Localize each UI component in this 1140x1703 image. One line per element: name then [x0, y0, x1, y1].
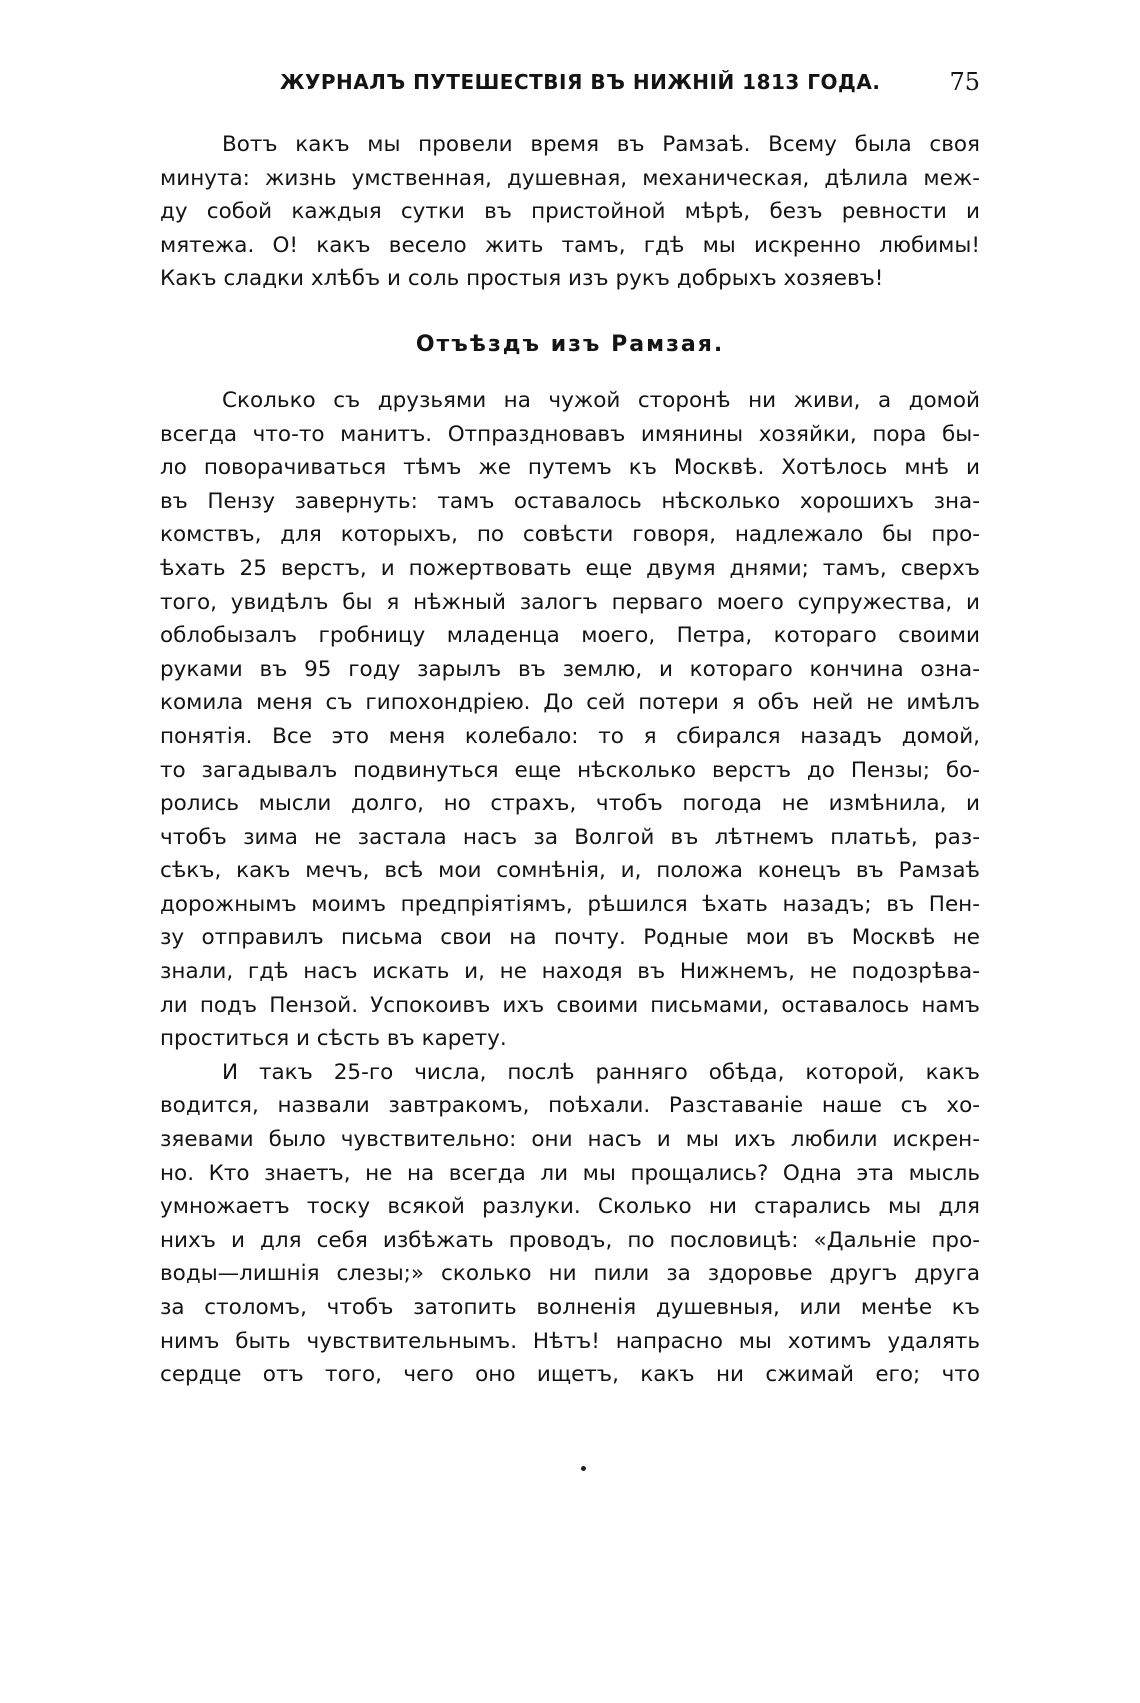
page-number: 75	[949, 68, 980, 96]
text-line: нимъ быть чувствительнымъ. Нѣтъ! напрасно мы хотимъ удалять	[160, 1328, 980, 1354]
text-line: комствъ, для которыхъ, по совѣсти говоря, надлежало бы про-	[160, 522, 980, 548]
text-line: но. Кто знаетъ, не на всегда ли мы прощались? Одна эта мысль	[160, 1160, 980, 1186]
text-line: понятія. Все это меня колебало: то я сбирался назадъ домой,	[160, 723, 980, 749]
text-line: Какъ сладки хлѣбъ и соль простыя изъ рукъ добрыхъ хозяевъ!	[160, 266, 884, 292]
text-line: сѣкъ, какъ мечъ, всѣ мои сомнѣнія, и, положа конецъ въ Рамзаѣ	[160, 858, 980, 884]
text-line: зяевами было чувствительно: они насъ и мы ихъ любили искрен-	[160, 1127, 980, 1153]
text-line: зу отправилъ письма свои на почту. Родные мои въ Москвѣ не	[160, 925, 980, 951]
text-line: чтобъ зима не застала насъ за Волгой въ лѣтнемъ платьѣ, раз-	[160, 824, 980, 850]
text-line: сердце отъ того, чего оно ищетъ, какъ ни сжимай его; что	[160, 1362, 980, 1388]
text-line: мятежа. О! какъ весело жить тамъ, гдѣ мы искренно любимы!	[160, 232, 980, 258]
text-line: облобызалъ гробницу младенца моего, Петра, котораго своими	[160, 623, 980, 649]
text-line: дорожнымъ моимъ предпріятіямъ, рѣшился ѣхать назадъ; въ Пен-	[160, 891, 980, 917]
text-line: въ Пензу завернуть: тамъ оставалось нѣсколько хорошихъ зна-	[160, 488, 980, 514]
text-line: проститься и сѣсть въ карету.	[160, 1026, 507, 1052]
text-line: знали, гдѣ насъ искать и, не находя въ Нижнемъ, не подозрѣва-	[160, 959, 980, 985]
text-line: ду собой каждыя сутки въ пристойной мѣрѣ, безъ ревности и	[160, 199, 980, 225]
text-line: Вотъ какъ мы провели время въ Рамзаѣ. Всему была своя	[222, 132, 980, 157]
running-title: ЖУРНАЛЪ ПУТЕШЕСТВІЯ ВЪ НИЖНІЙ 1813 ГОДА.	[280, 70, 881, 94]
text-line: водится, назвали завтракомъ, поѣхали. Разставаніе наше съ хо-	[160, 1093, 980, 1119]
body-text	[160, 128, 980, 1392]
text-line: ѣхать 25 верстъ, и пожертвовать еще двумя днями; тамъ, сверхъ	[160, 555, 980, 581]
text-line: то загадывалъ подвинуться еще нѣсколько верстъ до Пензы; бо-	[160, 757, 980, 783]
ink-dot	[581, 1466, 586, 1471]
text-line: умножаетъ тоску всякой разлуки. Сколько ни старались мы для	[160, 1194, 980, 1220]
text-line: ло поворачиваться тѣмъ же путемъ къ Москвѣ. Хотѣлось мнѣ и	[160, 455, 980, 481]
text-line: того, увидѣлъ бы я нѣжный залогъ перваго моего супружества, и	[160, 589, 980, 615]
running-head	[240, 70, 980, 104]
text-line: всегда что-то манитъ. Отпраздновавъ имянины хозяйки, пора бы-	[160, 421, 980, 447]
paragraph-1	[160, 128, 980, 296]
text-line: ролись мысли долго, но страхъ, чтобъ погода не измѣнила, и	[160, 791, 980, 817]
text-line: И такъ 25-го числа, послѣ ранняго обѣда, которой, какъ	[222, 1059, 980, 1085]
text-line: комила меня съ гипохондріею. До сей потери я объ ней не имѣлъ	[160, 690, 980, 716]
text-line: нихъ и для себя избѣжать проводъ, по пословицѣ: «Дальніе про-	[160, 1227, 980, 1253]
text-line: минута: жизнь умственная, душевная, механическая, дѣлила меж-	[160, 165, 980, 191]
paragraph-2	[160, 384, 980, 1056]
section-heading: Отъѣздъ изъ Рамзая.	[415, 331, 725, 357]
text-line: за столомъ, чтобъ затопить волненія душевныя, или менѣе къ	[160, 1295, 980, 1320]
text-line: ли подъ Пензой. Успокоивъ ихъ своими письмами, оставалось намъ	[160, 992, 980, 1018]
text-line: воды—лишнія слезы;» сколько ни пили за здоровье другъ друга	[160, 1261, 980, 1287]
paragraph-3	[160, 1056, 980, 1392]
text-line: руками въ 95 году зарылъ въ землю, и котораго кончина озна-	[160, 656, 980, 682]
text-line: Сколько съ друзьями на чужой сторонѣ ни живи, а домой	[222, 387, 980, 413]
